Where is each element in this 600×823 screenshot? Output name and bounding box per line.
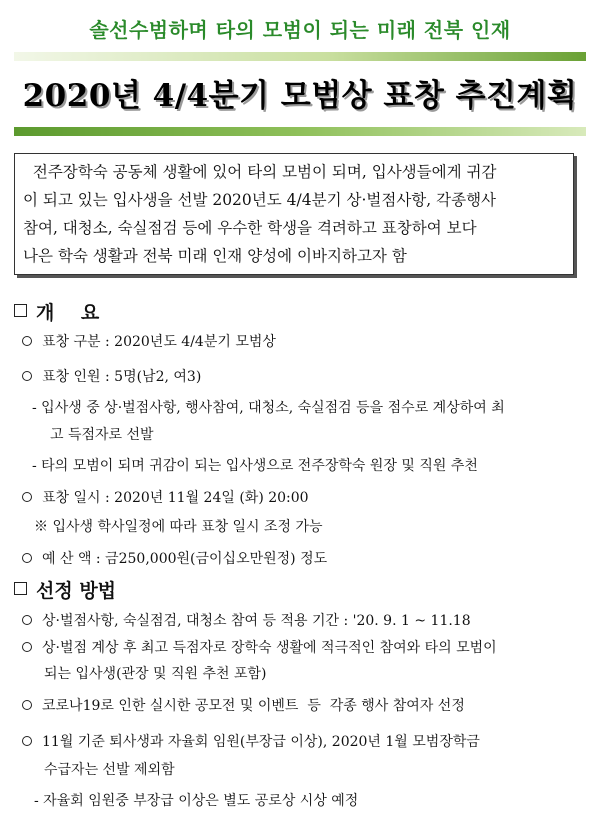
intro-box — [14, 153, 574, 275]
slogan: 솔선수범하며 타의 모범이 되는 미래 전북 인재 — [89, 18, 511, 42]
intro-line: 전주장학숙 공동체 생활에 있어 타의 모범이 되며, 입사생들에게 귀감 — [23, 163, 497, 181]
section-overview-heading — [14, 298, 99, 325]
square-bullet-icon — [14, 304, 27, 317]
list-item — [22, 548, 327, 568]
bottom-decorative-bar — [14, 127, 586, 136]
circle-bullet-icon — [22, 736, 32, 746]
section-heading-label: 개 요 — [36, 302, 100, 324]
item-text: 예 산 액 : 금250,000원(금이십오만원정) 정도 — [42, 551, 328, 567]
item-text: 표창 구분 : 2020년도 4/4분기 모범상 — [42, 334, 276, 350]
section-selection-heading — [14, 576, 116, 603]
section-heading-label: 선정 방법 — [36, 580, 117, 602]
circle-bullet-icon — [22, 642, 32, 652]
sub-item: - 타의 모범이 되며 귀감이 되는 입사생으로 전주장학숙 원장 및 직원 추천 — [32, 458, 478, 474]
list-item — [22, 695, 465, 715]
sub-item-continuation: 고 득점자로 선발 — [50, 427, 154, 443]
item-text: 표창 인원 : 5명(남2, 여3) — [42, 369, 202, 385]
item-text: 표창 일시 : 2020년 11월 24일 (화) 20:00 — [42, 490, 309, 506]
sub-item: - 자율회 임원중 부장급 이상은 별도 공로상 시상 예정 — [34, 793, 359, 809]
sub-item: - 입사생 중 상·벌점사항, 행사참여, 대청소, 숙실점검 등을 점수로 계상하여 최 — [32, 400, 505, 416]
item-text: 코로나19로 인한 실시한 공모전 및 이벤트 등 각종 행사 참여자 선정 — [42, 698, 465, 714]
page-title: 2020년 4/4분기 모범상 표창 추진계획 — [22, 78, 578, 114]
list-item — [22, 366, 201, 386]
top-decorative-bar — [14, 52, 586, 61]
list-item — [22, 731, 480, 751]
circle-bullet-icon — [22, 492, 32, 502]
intro-line: 이 되고 있는 입사생을 선발 2020년도 4/4분기 상·벌점사항, 각종행사 — [23, 191, 497, 209]
circle-bullet-icon — [22, 700, 32, 710]
note: ※ 입사생 학사일정에 따라 표창 일시 조정 가능 — [34, 519, 323, 535]
item-text: 상·벌점 계상 후 최고 득점자로 장학숙 생활에 적극적인 참여와 타의 모범이 — [42, 640, 497, 656]
list-item — [22, 610, 471, 630]
list-item — [22, 487, 309, 507]
item-continuation: 수급자는 선발 제외함 — [44, 762, 175, 778]
item-continuation: 되는 입사생(관장 및 직원 추천 포함) — [44, 666, 267, 682]
square-bullet-icon — [14, 582, 27, 595]
circle-bullet-icon — [22, 553, 32, 563]
circle-bullet-icon — [22, 371, 32, 381]
list-item — [22, 331, 276, 351]
intro-line: 참여, 대청소, 숙실점검 등에 우수한 학생을 격려하고 표창하여 보다 — [23, 219, 477, 237]
item-text: 11월 기준 퇴사생과 자율회 임원(부장급 이상), 2020년 1월 모범장학금 — [42, 734, 480, 750]
item-text: 상·벌점사항, 숙실점검, 대청소 참여 등 적용 기간 : '20. 9. 1 ~ 11.18 — [42, 613, 471, 629]
circle-bullet-icon — [22, 615, 32, 625]
intro-line: 나은 학숙 생활과 전북 미래 인재 양성에 이바지하고자 함 — [23, 247, 407, 265]
circle-bullet-icon — [22, 336, 32, 346]
list-item — [22, 637, 497, 657]
